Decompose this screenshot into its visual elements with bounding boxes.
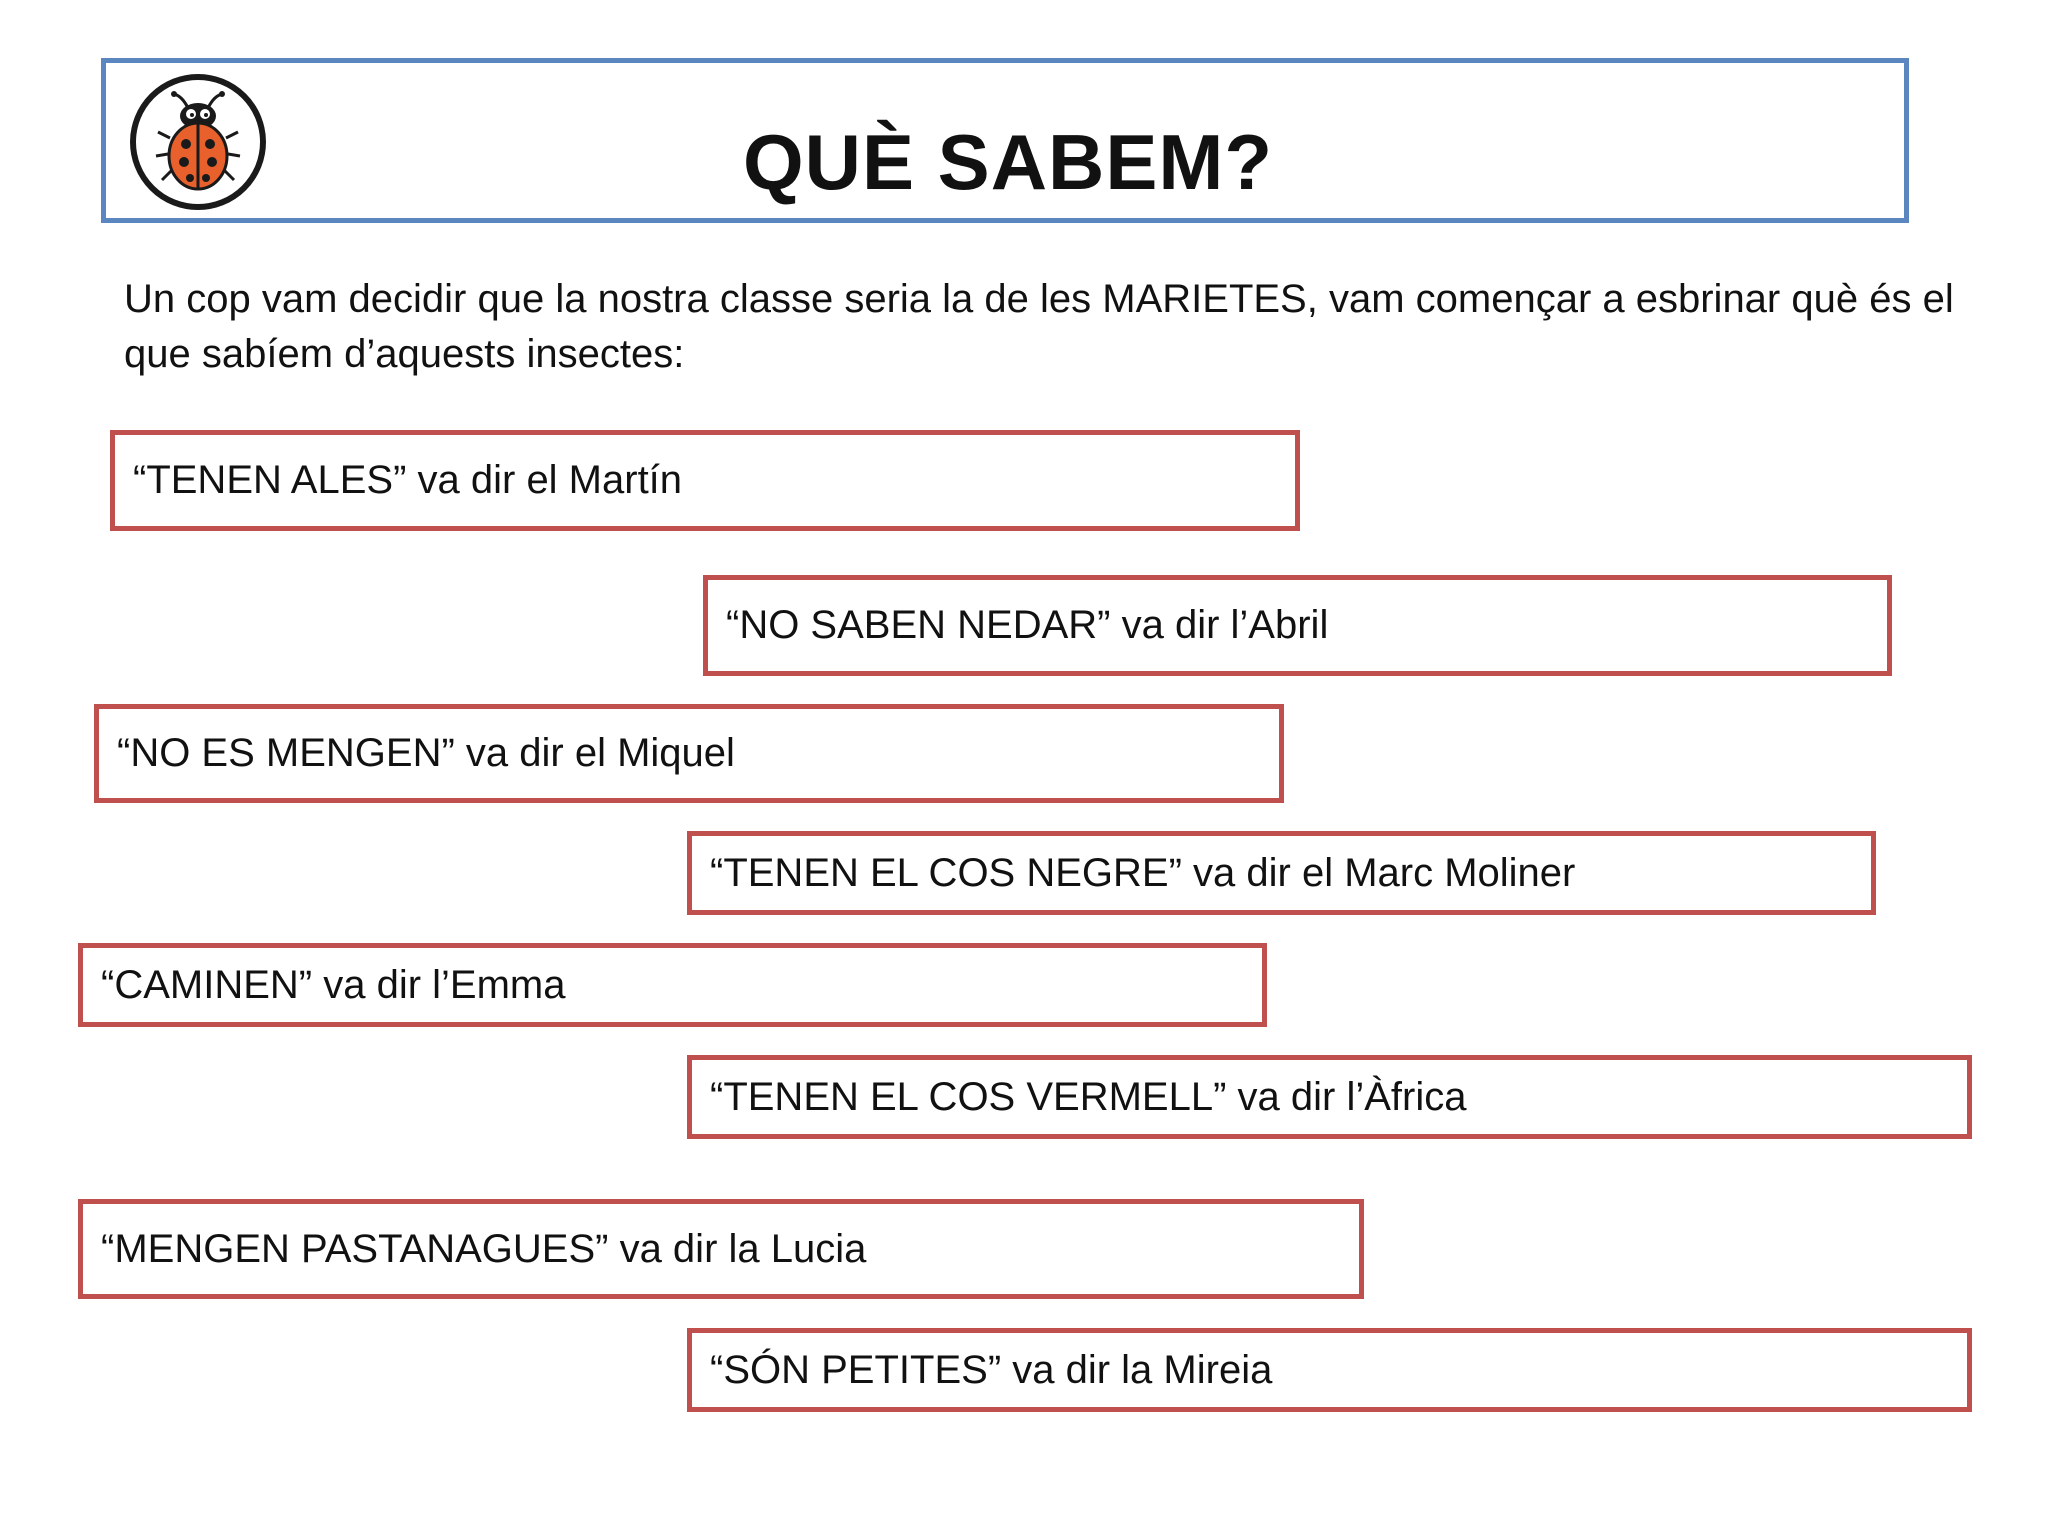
quote-box: “TENEN EL COS NEGRE” va dir el Marc Moliner: [687, 831, 1876, 915]
quote-box: “MENGEN PASTANAGUES” va dir la Lucia: [78, 1199, 1364, 1299]
quote-box: “CAMINEN” va dir l’Emma: [78, 943, 1267, 1027]
quote-box: “NO ES MENGEN” va dir el Miquel: [94, 704, 1284, 803]
intro-text: Un cop vam decidir que la nostra classe seria la de les MARIETES, vam començar a esbrinar què és el que sabíem d’aquests insectes:: [124, 277, 1954, 376]
quote-box: “TENEN EL COS VERMELL” va dir l’Àfrica: [687, 1055, 1972, 1139]
page-title: QUÈ SABEM?: [742, 118, 1274, 206]
header-box: [101, 58, 1909, 223]
quote-box: “NO SABEN NEDAR” va dir l’Abril: [703, 575, 1892, 676]
quote-box: “SÓN PETITES” va dir la Mireia: [687, 1328, 1972, 1412]
quote-box: “TENEN ALES” va dir el Martín: [110, 430, 1300, 531]
